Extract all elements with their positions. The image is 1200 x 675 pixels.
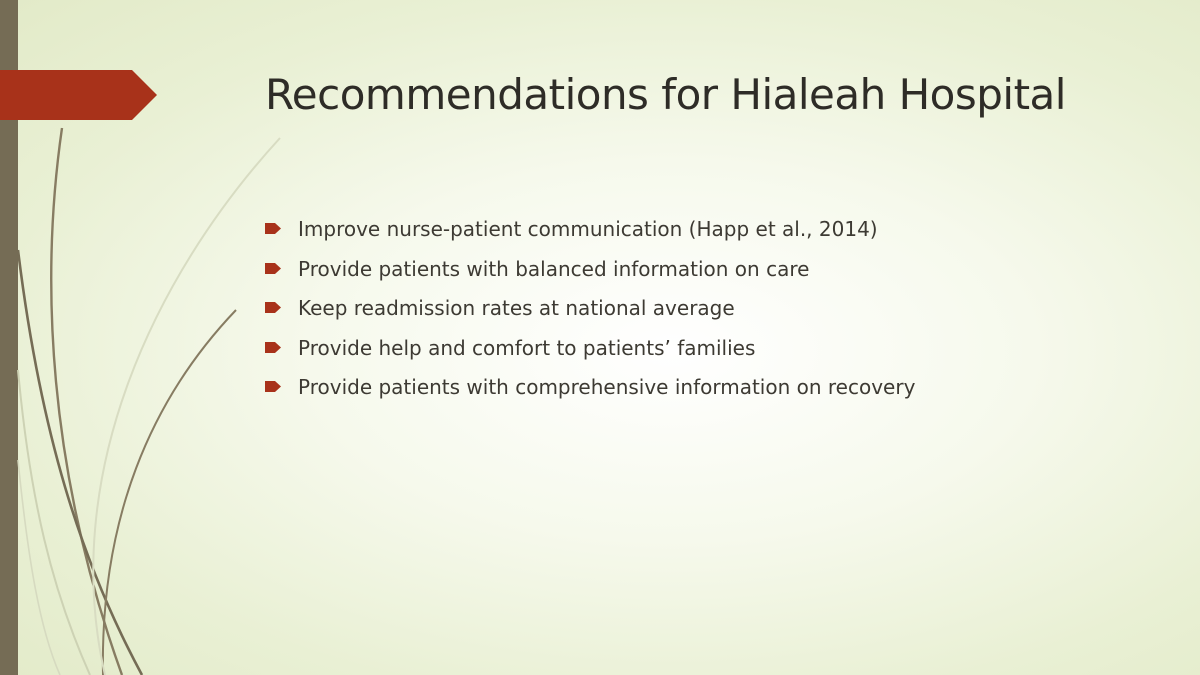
arrow-bullet-icon [265, 223, 281, 234]
arrow-bullet-icon [265, 263, 281, 274]
arrow-bullet-icon [265, 381, 281, 392]
bullet-text: Improve nurse-patient communication (Happ et al., 2014) [298, 217, 878, 241]
slide-title: Recommendations for Hialeah Hospital [265, 70, 1066, 119]
list-item [265, 367, 1165, 407]
list-item [265, 249, 1165, 289]
bullet-text: Provide help and comfort to patients’ families [298, 335, 756, 360]
title-accent-flag [0, 70, 157, 120]
list-item [265, 209, 1165, 249]
list-item [265, 328, 1165, 368]
list-item [265, 288, 1165, 328]
bullet-text: Provide patients with comprehensive information on recovery [298, 375, 916, 399]
bullet-text: Keep readmission rates at national average [298, 296, 735, 320]
bullet-text: Provide patients with balanced information on care [298, 256, 810, 281]
arrow-bullet-icon [265, 342, 281, 353]
arrow-bullet-icon [265, 302, 281, 313]
bullet-list [265, 209, 1165, 407]
